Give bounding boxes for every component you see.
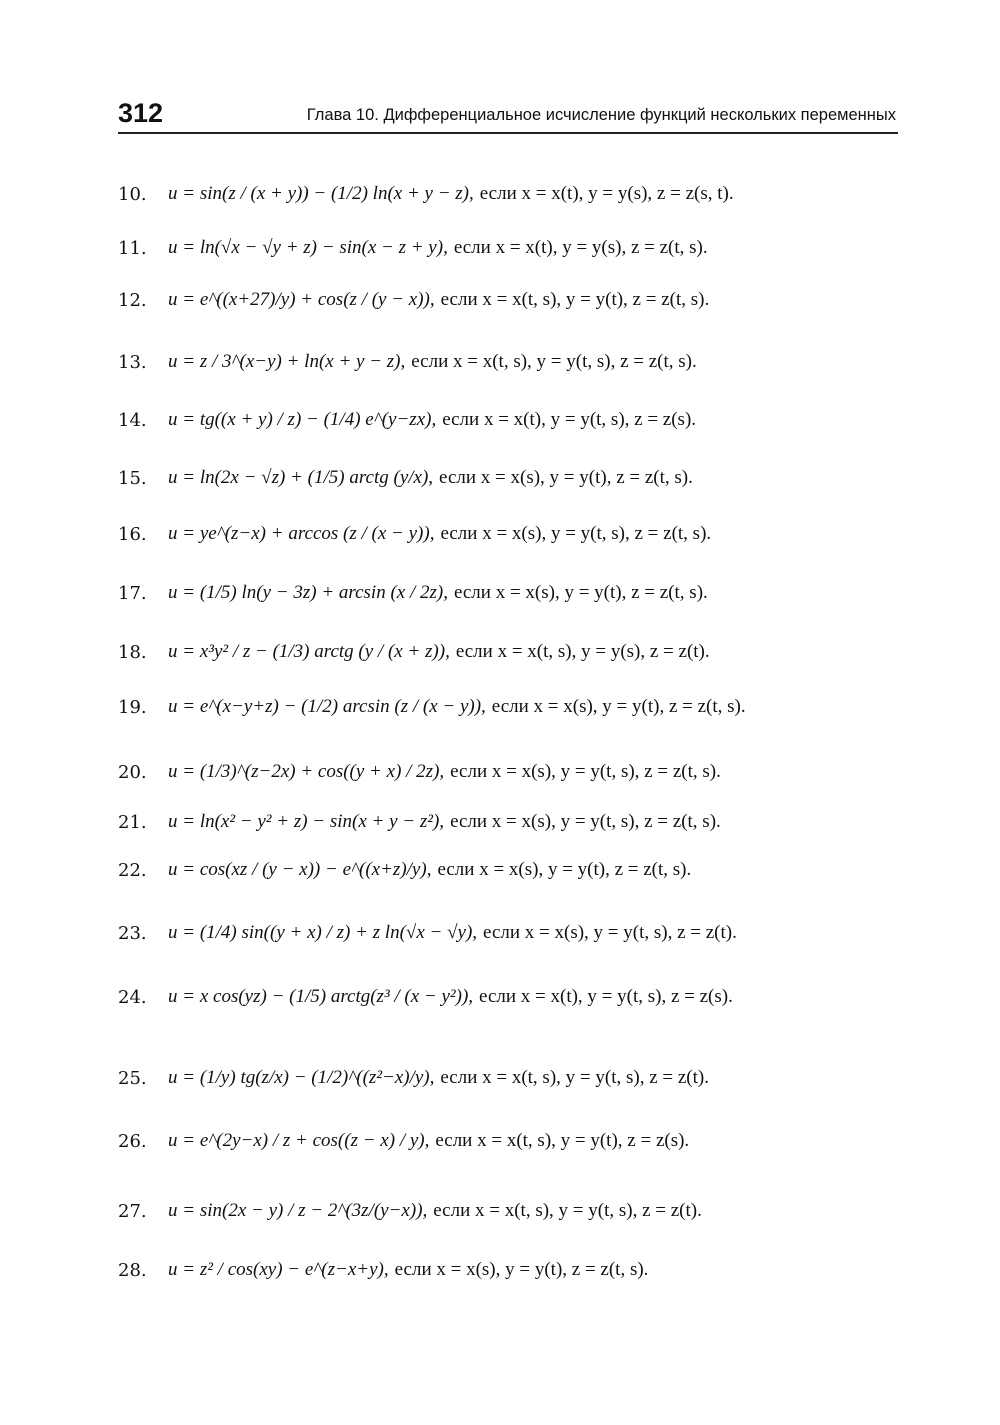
exercise-item bbox=[118, 1240, 878, 1300]
exercise-condition: если x = x(s), y = y(t), z = z(t, s). bbox=[437, 859, 692, 880]
exercise-formula: u = sin(2x − y) / z − 2^(3z/(y−x)), bbox=[168, 1200, 428, 1221]
exercise-item bbox=[118, 967, 878, 1027]
exercise-condition: если x = x(t), y = y(t, s), z = z(s). bbox=[442, 409, 697, 430]
exercise-number: 11. bbox=[118, 237, 147, 259]
exercise-formula: u = cos(xz / (y − x)) − e^((x+z)/y), bbox=[168, 859, 432, 880]
exercise-item bbox=[118, 218, 878, 278]
exercise-formula: u = sin(z / (x + y)) − (1/2) ln(x + y − z), bbox=[168, 183, 474, 204]
exercise-formula: u = (1/5) ln(y − 3z) + arcsin (x / 2z), bbox=[168, 582, 448, 603]
exercise-item bbox=[118, 332, 878, 392]
exercise-formula: u = e^((x+27)/y) + cos(z / (y − x)), bbox=[168, 289, 435, 310]
exercise-formula: u = ln(2x − √z) + (1/5) arctg (y/x), bbox=[168, 467, 434, 488]
exercise-formula: u = e^(x−y+z) − (1/2) arcsin (z / (x − y)), bbox=[168, 696, 486, 717]
exercise-item bbox=[118, 677, 878, 737]
exercise-number: 13. bbox=[118, 351, 147, 373]
exercise-number: 20. bbox=[118, 761, 147, 783]
exercise-formula: u = ye^(z−x) + arccos (z / (x − y)), bbox=[168, 523, 435, 544]
exercise-number: 16. bbox=[118, 523, 147, 545]
exercise-condition: если x = x(s), y = y(t), z = z(t, s). bbox=[394, 1259, 649, 1280]
exercise-number: 12. bbox=[118, 289, 147, 311]
exercise-condition: если x = x(s), y = y(t, s), z = z(t). bbox=[483, 922, 737, 943]
exercise-formula: u = (1/3)^(z−2x) + cos((y + x) / 2z), bbox=[168, 761, 445, 782]
exercise-condition: если x = x(t, s), y = y(t, s), z = z(t). bbox=[433, 1200, 702, 1221]
exercise-formula: u = x cos(yz) − (1/5) arctg(z³ / (x − y²)), bbox=[168, 986, 474, 1007]
exercise-condition: если x = x(t, s), y = y(t), z = z(t, s). bbox=[440, 289, 710, 310]
exercise-item bbox=[118, 563, 878, 623]
exercise-number: 26. bbox=[118, 1130, 147, 1152]
exercise-condition: если x = x(t, s), y = y(t, s), z = z(t, s). bbox=[411, 351, 697, 372]
exercise-condition: если x = x(t, s), y = y(t, s), z = z(t). bbox=[440, 1067, 709, 1088]
exercise-formula: u = tg((x + y) / z) − (1/4) e^(y−zx), bbox=[168, 409, 437, 430]
exercise-item bbox=[118, 270, 878, 330]
exercise-item bbox=[118, 390, 878, 450]
page-number: 312 bbox=[118, 98, 164, 128]
exercise-formula: u = e^(2y−x) / z + cos((z − x) / y), bbox=[168, 1130, 430, 1151]
exercise-condition: если x = x(t), y = y(t, s), z = z(s). bbox=[479, 986, 733, 1007]
exercise-item bbox=[118, 448, 878, 508]
exercise-item bbox=[118, 903, 878, 963]
exercise-condition: если x = x(s), y = y(t, s), z = z(t, s). bbox=[440, 523, 712, 544]
exercise-condition: если x = x(t, s), y = y(s), z = z(t). bbox=[455, 641, 710, 662]
exercise-number: 15. bbox=[118, 467, 147, 489]
exercise-number: 17. bbox=[118, 582, 147, 604]
exercise-number: 22. bbox=[118, 859, 147, 881]
exercise-item bbox=[118, 840, 878, 900]
exercise-item bbox=[118, 164, 878, 224]
exercise-number: 24. bbox=[118, 986, 147, 1008]
exercise-condition: если x = x(s), y = y(t), z = z(t, s). bbox=[453, 582, 708, 603]
exercise-item bbox=[118, 504, 878, 564]
exercise-condition: если x = x(s), y = y(t), z = z(t, s). bbox=[491, 696, 746, 717]
exercise-condition: если x = x(t, s), y = y(t), z = z(s). bbox=[435, 1130, 690, 1151]
exercise-condition: если x = x(s), y = y(t, s), z = z(t, s). bbox=[450, 811, 721, 832]
exercise-number: 23. bbox=[118, 922, 147, 944]
exercise-number: 21. bbox=[118, 811, 147, 833]
exercise-number: 27. bbox=[118, 1200, 147, 1222]
exercise-item bbox=[118, 1181, 878, 1241]
exercise-formula: u = (1/4) sin((y + x) / z) + z ln(√x − √y), bbox=[168, 922, 478, 943]
exercise-item bbox=[118, 1048, 878, 1108]
chapter-title: Глава 10. Дифференциальное исчисление функций нескольких переменных bbox=[306, 106, 896, 124]
exercise-condition: если x = x(t), y = y(s), z = z(s, t). bbox=[479, 183, 734, 204]
exercise-condition: если x = x(s), y = y(t, s), z = z(t, s). bbox=[450, 761, 721, 782]
exercise-number: 14. bbox=[118, 409, 147, 431]
exercise-formula: u = z / 3^(x−y) + ln(x + y − z), bbox=[168, 351, 406, 372]
exercise-formula: u = ln(x² − y² + z) − sin(x + y − z²), bbox=[168, 811, 445, 832]
exercise-item bbox=[118, 622, 878, 682]
exercise-condition: если x = x(s), y = y(t), z = z(t, s). bbox=[439, 467, 693, 488]
exercise-number: 18. bbox=[118, 641, 147, 663]
exercise-formula: u = z² / cos(xy) − e^(z−x+y), bbox=[168, 1259, 389, 1280]
exercise-formula: u = ln(√x − √y + z) − sin(x − z + y), bbox=[168, 237, 448, 258]
exercise-formula: u = (1/y) tg(z/x) − (1/2)^((z²−x)/y), bbox=[168, 1067, 435, 1088]
exercise-item bbox=[118, 1111, 878, 1171]
exercise-condition: если x = x(t), y = y(s), z = z(t, s). bbox=[453, 237, 708, 258]
exercise-number: 19. bbox=[118, 696, 147, 718]
exercise-number: 10. bbox=[118, 183, 147, 205]
exercise-number: 25. bbox=[118, 1067, 147, 1089]
exercise-formula: u = x³y² / z − (1/3) arctg (y / (x + z)), bbox=[168, 641, 450, 662]
exercise-number: 28. bbox=[118, 1259, 147, 1281]
